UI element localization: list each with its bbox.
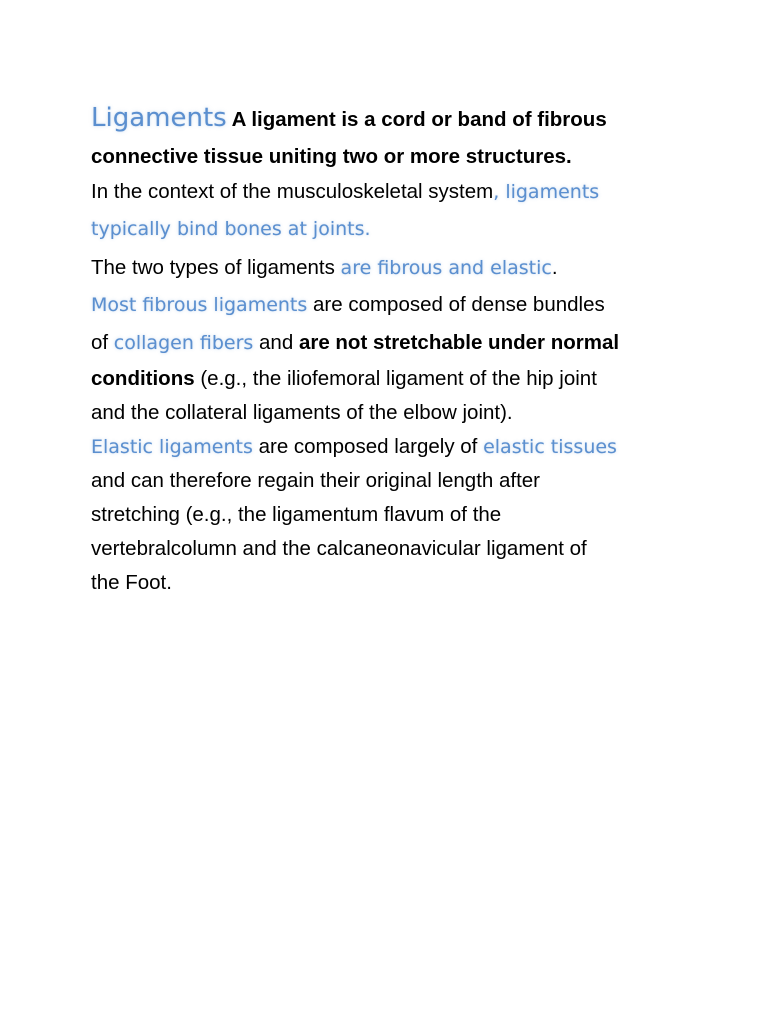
text-line-9: and the collateral ligaments of the elbow joint).: [91, 401, 513, 424]
example-text: (e.g., the iliofemoral ligament of the hip joint: [194, 367, 597, 390]
text-line-1: [91, 96, 691, 144]
document-title: Ligaments: [91, 103, 227, 133]
of-text: of: [91, 331, 114, 354]
not-stretchable-text: are not stretchable under normal: [298, 331, 620, 354]
highlight-collagen: collagen fibers: [113, 332, 254, 354]
highlight-elastic-tissues: elastic tissues: [483, 436, 617, 458]
text-line-6: [91, 286, 691, 324]
highlight-elastic-ligaments: Elastic ligaments: [91, 436, 253, 458]
text-line-14: the Foot.: [91, 571, 172, 594]
text-line-5: [91, 250, 691, 286]
text-line-11: and can therefore regain their original length after: [91, 469, 541, 492]
highlight-most-fibrous: Most fibrous ligaments: [91, 294, 308, 316]
text-line-7: [91, 324, 691, 362]
conditions-text: conditions: [91, 367, 195, 390]
definition-text: A ligament is a cord or band of fibrous: [226, 108, 607, 131]
types-text: The two types of ligaments: [91, 256, 341, 279]
highlight-ligaments: , ligaments: [493, 181, 600, 203]
and-text: and: [253, 331, 299, 354]
ligaments-text: [91, 96, 691, 600]
text-line-13: vertebralcolumn and the calcaneonavicular ligament of: [91, 537, 587, 560]
text-line-2: connective tissue uniting two or more structures.: [91, 145, 572, 168]
highlight-fibrous-elastic: are fibrous and elastic: [340, 257, 552, 279]
text-line-8: [91, 362, 691, 396]
text-line-10: [91, 430, 691, 464]
context-text: In the context of the musculoskeletal system: [91, 180, 494, 203]
period: .: [551, 256, 558, 279]
text-line-3: [91, 174, 691, 210]
highlight-bind-bones: typically bind bones at joints.: [91, 218, 371, 240]
text-line-12: stretching (e.g., the ligamentum flavum of the: [91, 503, 502, 526]
largely-text: are composed largely of: [252, 435, 484, 458]
text-line-4: [91, 210, 691, 250]
composed-text: are composed of dense bundles: [307, 293, 605, 316]
